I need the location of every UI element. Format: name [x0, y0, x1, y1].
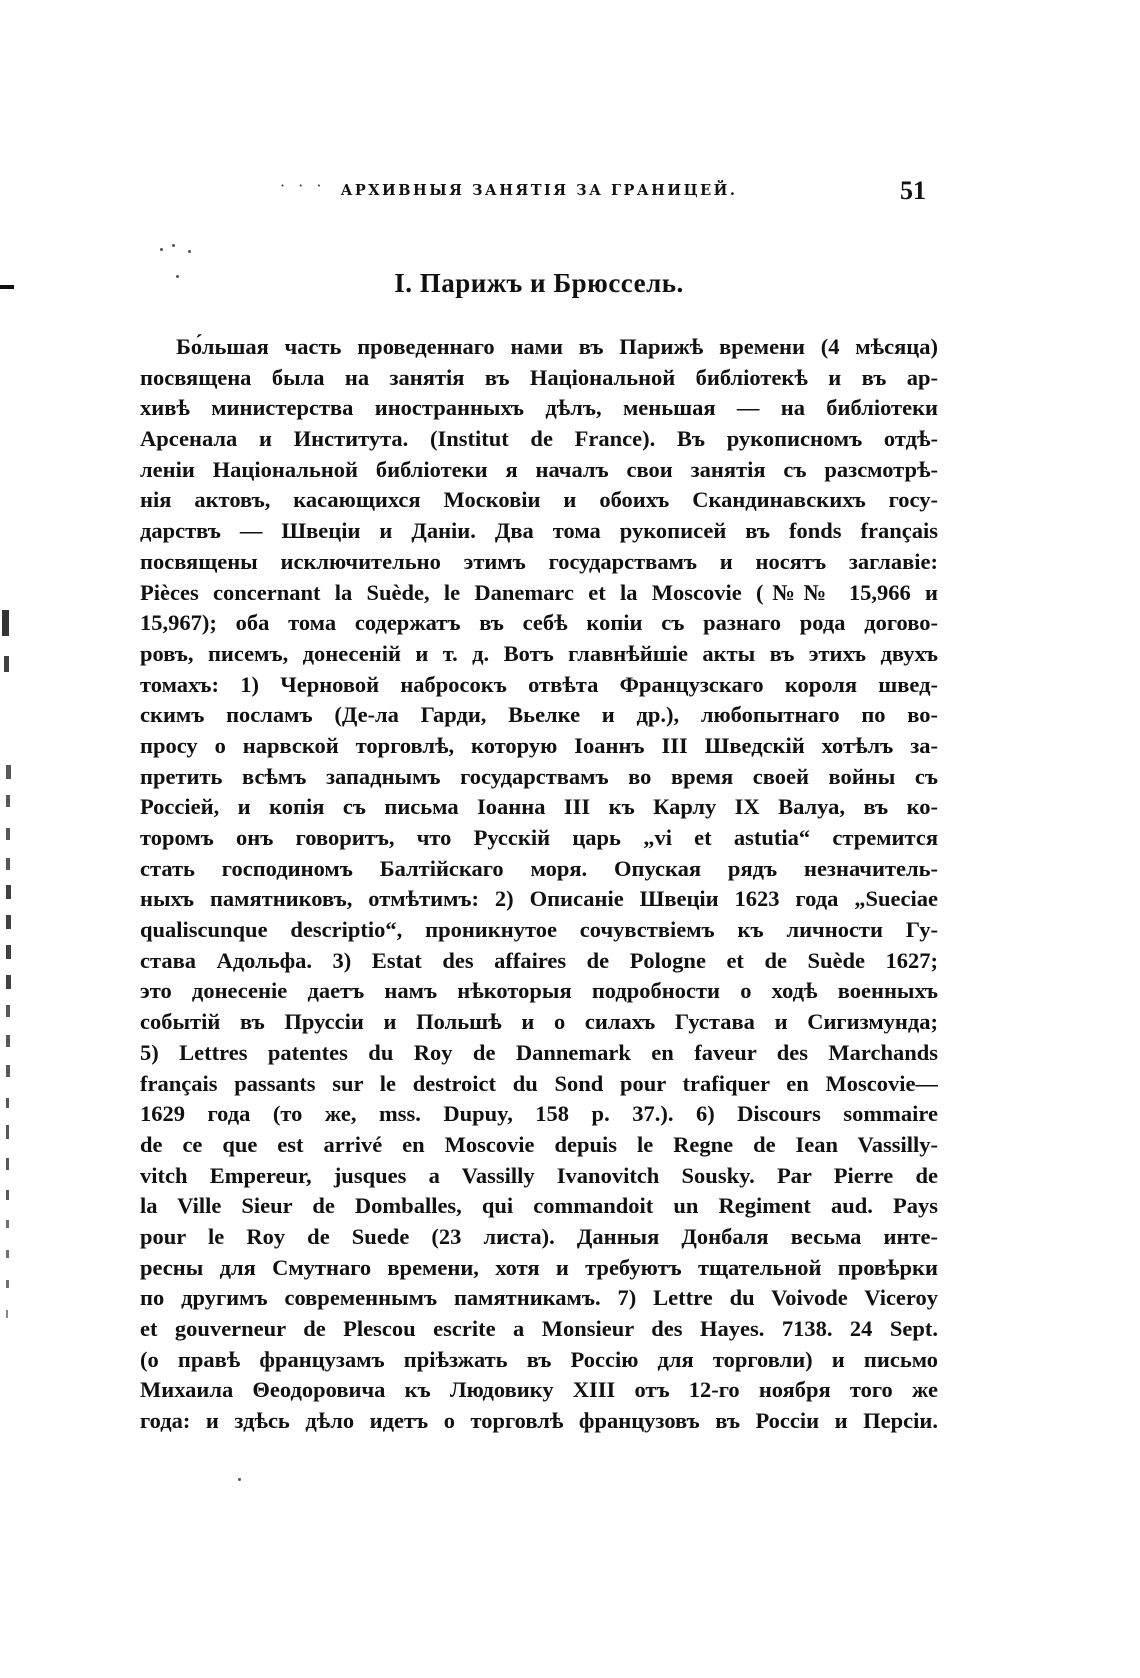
text-line: дарствъ — Швеціи и Даніи. Два тома рукописей въ fonds français	[140, 518, 938, 544]
scan-artifact	[6, 1035, 10, 1047]
text-line: просу о нарвской торговлѣ, которую Іоаннъ III Шведскій хотѣлъ за-	[140, 732, 938, 758]
scan-artifact	[6, 885, 11, 899]
text-line: français passants sur le destroict du Sond pour trafiquer en Moscovie—	[140, 1070, 938, 1096]
running-header-title: АРХИВНЫЯ ЗАНЯТІЯ ЗА ГРАНИЦЕЙ.	[340, 182, 738, 199]
text-line: et gouverneur de Plescou escrite a Monsieur des Hayes. 7138. 24 Sept.	[140, 1316, 938, 1341]
scan-artifact	[6, 795, 10, 807]
text-line: посвящена была на занятія въ Національной библіотекѣ и въ ар-	[140, 364, 938, 390]
body-paragraph	[140, 332, 938, 1437]
scan-artifact	[6, 945, 11, 959]
text-line: событій въ Пруссіи и Польшѣ и о силахъ Густава и Сигизмунда;	[140, 1009, 938, 1035]
header-dots: · · ·	[280, 176, 326, 195]
scan-artifact	[6, 1065, 10, 1077]
section-title: I. Парижъ и Брюссель.	[394, 268, 684, 298]
scan-artifact	[6, 975, 11, 989]
text-line: 1629 года (то же, mss. Dupuy, 158 p. 37.). 6) Discours sommaire	[140, 1101, 938, 1127]
scan-artifact	[6, 1250, 9, 1258]
text-line: Михаила Θеодоровича къ Людовику XIII отъ 12-го ноября того же	[140, 1377, 938, 1403]
scan-artifact	[6, 858, 10, 870]
text-line: это донесеніе даетъ намъ нѣкоторыя подробности о ходѣ военныхъ	[140, 978, 938, 1004]
text-line: 15,967); оба тома содержатъ въ себѣ копіи съ разнаго рода догово-	[140, 610, 938, 636]
text-line: скимъ посламъ (Де-ла Гарди, Вьелке и др.), любопытнаго по во-	[140, 702, 938, 728]
scan-artifact	[6, 828, 10, 840]
text-line: pour le Roy de Suede (23 листа). Данныя Донбаля весьма инте-	[140, 1223, 938, 1249]
text-line: de ce que est arrivé en Moscovie depuis le Regne de Iean Vassilly-	[140, 1131, 938, 1157]
text-line: Бо́льшая часть проведеннаго нами въ Парижѣ времени (4 мѣсяца)	[176, 334, 938, 359]
scan-artifact	[2, 610, 9, 636]
scan-speck	[188, 250, 191, 253]
text-line: qualiscunque descriptio“, проникнутое сочувствіемъ къ личности Гу-	[140, 917, 938, 943]
scan-artifact	[4, 656, 9, 672]
text-line: Pièces concernant la Suède, le Danemarc et la Moscovie (№№ 15,966 и	[140, 579, 938, 605]
scan-artifact	[0, 285, 14, 289]
text-line: хивѣ министерства иностранныхъ дѣлъ, меньшая — на библіотеки	[140, 395, 938, 421]
text-line: ресны для Смутнаго времени, хотя и требуютъ тщательной провѣрки	[140, 1254, 938, 1280]
scan-speck	[160, 248, 163, 251]
text-line: претить всѣмъ западнымъ государствамъ во время своей войны съ	[140, 763, 938, 789]
text-line: года: и здѣсь дѣло идетъ о торговлѣ французовъ въ Россіи и Персіи.	[140, 1408, 938, 1434]
text-line: Россіей, и копія съ письма Іоанна III къ Карлу IX Валуа, въ ко-	[140, 794, 938, 820]
scan-speck	[238, 1478, 241, 1481]
text-line: стать господиномъ Балтійскаго моря. Опуская рядъ незначитель-	[140, 855, 938, 881]
page-number: 51	[900, 176, 926, 205]
scan-artifact	[6, 1280, 9, 1288]
scan-artifact	[6, 1310, 8, 1318]
text-line: Арсенала и Института. (Institut de France). Въ рукописномъ отдѣ-	[140, 426, 938, 452]
running-header	[140, 176, 938, 216]
text-line: торомъ онъ говоритъ, что Русскій царь „vi et astutia“ стремится	[140, 825, 938, 850]
scan-artifact	[6, 1125, 9, 1139]
text-line: vitch Empereur, jusques a Vassilly Ivanovitch Sousky. Par Pierre de	[140, 1162, 938, 1188]
scan-artifact	[6, 765, 11, 779]
scan-artifact	[6, 1220, 9, 1228]
scan-speck	[176, 275, 179, 278]
text-line: става Адольфа. 3) Estat des affaires de Pologne et de Suède 1627;	[140, 947, 938, 973]
text-line: посвящены исключительно этимъ государствамъ и носятъ заглавіе:	[140, 548, 938, 574]
scan-artifact	[6, 1005, 10, 1017]
text-line: нія актовъ, касающихся Московіи и обоихъ Скандинавскихъ госу-	[140, 487, 938, 513]
scan-artifact	[6, 1158, 9, 1170]
scan-artifact	[6, 915, 11, 929]
scan-artifact	[6, 1098, 9, 1108]
text-line: la Ville Sieur de Domballes, qui commandoit un Regiment aud. Pays	[140, 1193, 938, 1219]
scan-speck	[172, 244, 175, 247]
scan-artifact	[6, 1190, 9, 1200]
text-line: (о правѣ французамъ пріѣзжать въ Россію для торговли) и письмо	[140, 1346, 938, 1372]
text-line: ныхъ памятниковъ, отмѣтимъ: 2) Описаніе Швеціи 1623 года „Sueciae	[140, 886, 938, 912]
text-line: ровъ, писемъ, донесеній и т. д. Вотъ главнѣйшіе акты въ этихъ двухъ	[140, 640, 938, 666]
text-line: 5) Lettres patentes du Roy de Dannemark en faveur des Marchands	[140, 1039, 938, 1065]
text-line: леніи Національной библіотеки я началъ свои занятія съ разсмотрѣ-	[140, 456, 938, 482]
text-line: по другимъ современнымъ памятникамъ. 7) Lettre du Voivode Viceroy	[140, 1285, 938, 1311]
text-line: томахъ: 1) Черновой набросокъ отвѣта Французскаго короля швед-	[140, 671, 938, 697]
